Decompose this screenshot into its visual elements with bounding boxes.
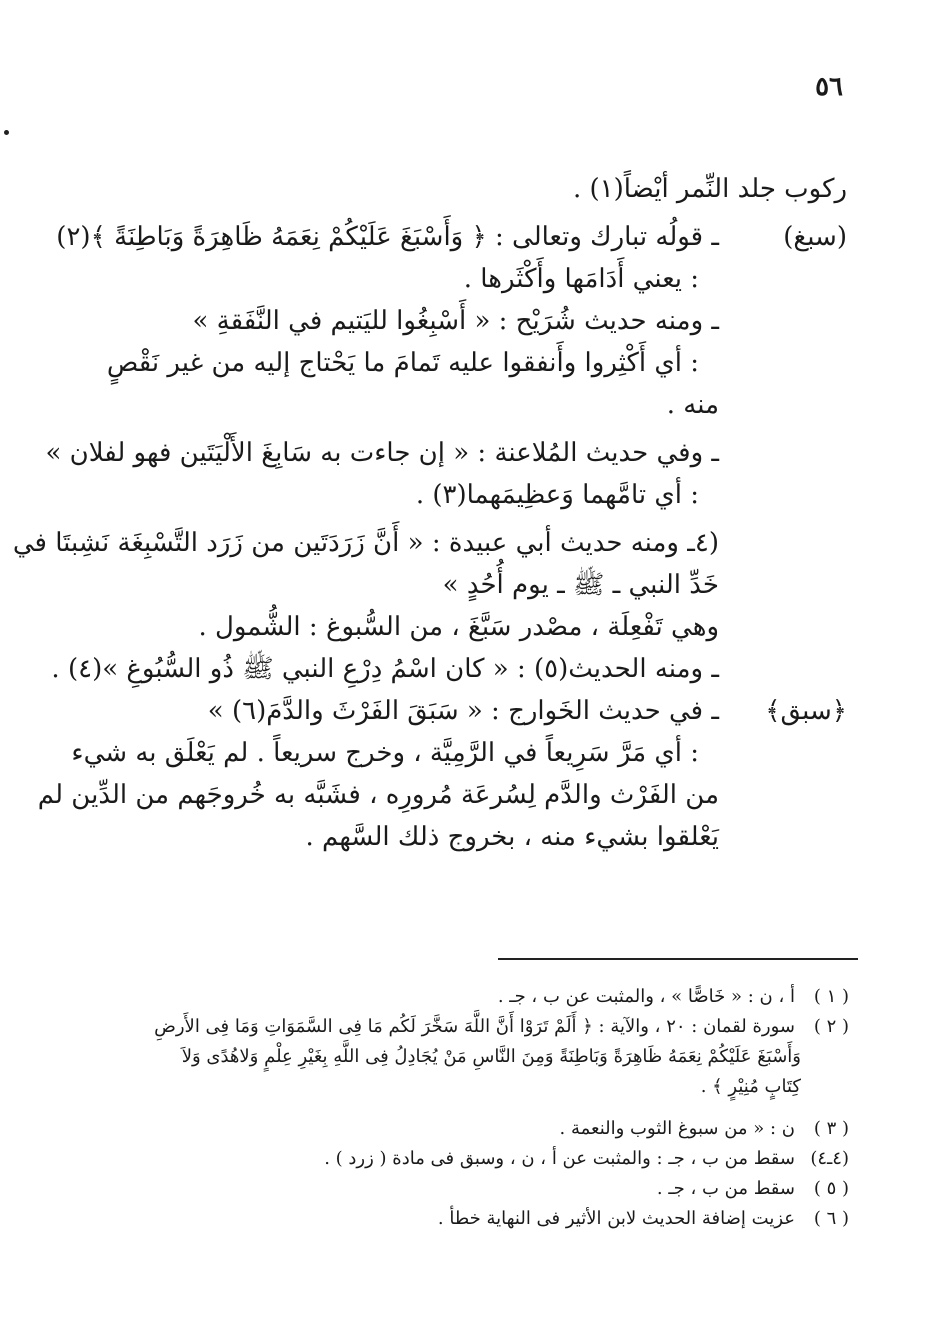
footnote-number: ( ٣ ): [813, 1118, 849, 1139]
footnote-text: وَأَسْبَغَ عَلَيْكُمْ نِعَمَهُ ظَاهِرَةً وَبَاطِنَةً وَمِنَ النَّاسِ مَنْ يُجَادِلُ فِى اللَّهِ بِغَيْرِ عِلْمٍ وَلاهُدًى وَلاَ: [181, 1046, 801, 1067]
margin-mark: [4, 130, 9, 135]
text-line: [77, 690, 847, 732]
footnote-text: سورة لقمان : ٢٠ ، والآية : ﴿ أَلَمْ تَرَوْا أَنَّ اللَّهَ سَخَّرَ لَكُم مَا فِى السَّمَوَاتِ وَمَا فِى الأَرضِ: [154, 1016, 795, 1037]
entry-keyword: ﴿سبق﴾: [765, 696, 847, 726]
line-text: خَدِّ النبي ـ ﷺ ـ يوم أُحُدٍ »: [442, 570, 719, 600]
entry-keyword: (سبغ): [783, 222, 847, 252]
main-body: [12, 168, 847, 858]
text-line: [77, 606, 847, 648]
text-line: [77, 168, 847, 210]
footnote-text: ن : « من سبوغ الثوب والنعمة .: [559, 1118, 795, 1139]
text-line: [77, 474, 847, 516]
footnote-number: ( ٥ ): [813, 1178, 849, 1199]
line-text: ـ وفي حديث المُلاعنة : « إن جاءت به سَابِغَ الأَلْيَتَين فهو لفلان »: [45, 438, 719, 468]
text-line: [77, 384, 847, 426]
text-line: [71, 732, 847, 774]
page-number: ٥٦: [815, 72, 843, 102]
text-line: [45, 432, 847, 474]
footnote: [89, 1114, 849, 1144]
text-line: [37, 774, 847, 816]
footnote-text: أ ، ن : « خَاصًّا » ، والمثبت عن ب ، جـ .: [497, 986, 795, 1007]
line-text: من الفَرْث والدَّم لِسُرعَة مُرورِه ، فشَبَّه به خُروجَهم من الدِّين لم: [37, 780, 719, 810]
line-text: ـ في حديث الخَوارج : « سَبَقَ الفَرْثَ والدَّمَ(٦) »: [207, 696, 719, 726]
text-line: [12, 522, 847, 564]
line-text: : يعني أَدَامَها وأَكْثَرها .: [463, 264, 699, 294]
footnote-separator: [498, 958, 858, 960]
footnote-number: ( ٢ ): [813, 1016, 849, 1037]
footnote: [89, 1012, 849, 1102]
text-line: [77, 342, 847, 384]
line-text: يَعْلقوا بشيء منه ، بخروج ذلك السَّهم .: [305, 822, 719, 852]
text-line: [77, 816, 847, 858]
line-text: (٤ـ ومنه حديث أبي عبيدة : « أَنَّ زَرَدَتَين من زَرَد التَّسْبِغَة نَشِبتَا في: [12, 528, 719, 558]
footnote: [89, 1204, 849, 1234]
footnote-text: عزيت إضافة الحديث لابن الأثير فى النهاية خطأ .: [437, 1208, 795, 1229]
footnote-number: ( ١ ): [813, 986, 849, 1007]
line-text: وهي تَفْعِلَة ، مصْدر سَبَّغَ ، من السُّبوغ : الشُّمول .: [198, 612, 719, 642]
text-line: [56, 216, 847, 258]
footnote-text: كِتَابٍ مُنِيْرٍ ﴾ .: [700, 1076, 801, 1097]
footnote: [89, 982, 849, 1012]
line-text: ـ ومنه حديث شُرَيْح : « أَسْبِغُوا لليَتيم في النَّفَقةِ »: [192, 306, 719, 336]
line-text: ـ قولُه تبارك وتعالى : ﴿ وَأَسْبَغَ عَلَيْكُمْ نِعَمَهُ ظَاهِرَةً وَبَاطِنَةً ﴾(٢): [56, 222, 719, 252]
footnotes: [89, 982, 849, 1234]
text-line: [77, 564, 847, 606]
line-text: ـ ومنه الحديث(٥) : « كان اسْمُ دِرْعِ النبي ﷺ ذُو السُّبُوغِ »(٤) .: [51, 654, 719, 684]
text-line: [51, 648, 847, 690]
line-text: : أي تامَّهما وَعظِيمَهما(٣) .: [415, 480, 699, 510]
footnote: [89, 1174, 849, 1204]
text-line: [77, 300, 847, 342]
footnote-number: ( ٦ ): [813, 1208, 849, 1229]
line-text: : أي أَكْثِروا وأَنفقوا عليه تَمامَ ما يَحْتاج إليه من غير نَقْصٍ: [106, 348, 699, 378]
text-line: [77, 258, 847, 300]
line-text: : أي مَرَّ سَرِيعاً في الرَّمِيَّة ، وخرج سريعاً . لم يَعْلَق به شيء: [71, 738, 699, 768]
footnote-number: (٤ـ٤): [810, 1148, 849, 1169]
line-text: منه .: [666, 390, 719, 420]
line-text: ركوب جلد النِّمر أيْضاً(١) .: [572, 174, 847, 204]
footnote-text: سقط من ب ، جـ .: [656, 1178, 795, 1199]
footnote-text: سقط من ب ، جـ : والمثبت عن أ ، ن ، وسبق فى مادة ( زرد ) .: [324, 1148, 795, 1169]
footnote: [89, 1144, 849, 1174]
